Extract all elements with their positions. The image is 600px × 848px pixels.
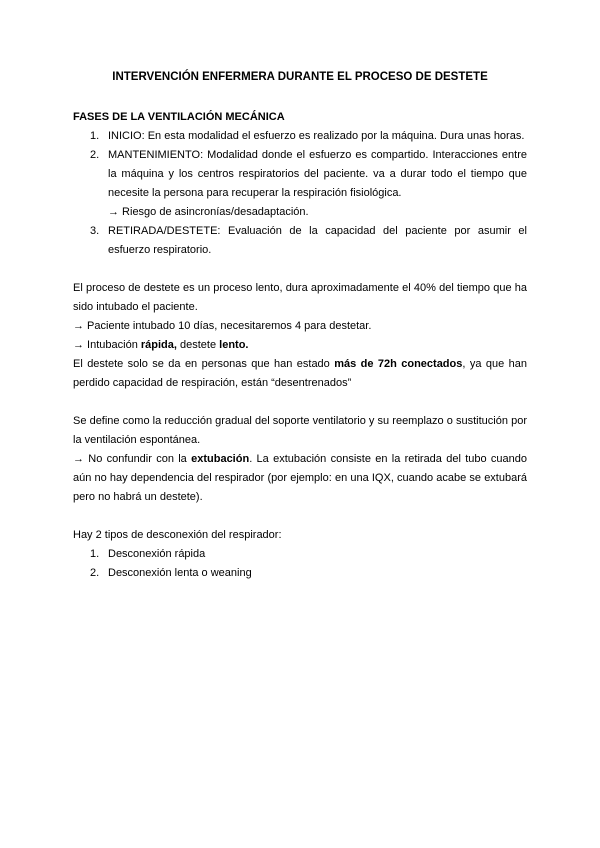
list-item-text: Desconexión rápida <box>108 548 206 560</box>
list-item-text: RETIRADA/DESTETE: Evaluación de la capacidad del paciente por asumir el esfuerzo respiratorio. <box>108 225 527 256</box>
list-item <box>73 222 527 260</box>
list-item-text: INICIO: En esta modalidad el esfuerzo es realizado por la máquina. Dura unas horas. <box>108 130 525 142</box>
text-run: → Intubación <box>73 339 141 351</box>
page-title: INTERVENCIÓN ENFERMERA DURANTE EL PROCESO DE DESTETE <box>112 71 488 83</box>
bold-text: extubación <box>191 453 250 465</box>
text-run: destete <box>176 339 220 351</box>
list-item-number: 1. <box>90 548 100 560</box>
paragraph-disconnection-intro: Hay 2 tipos de desconexión del respirador: <box>73 529 282 541</box>
list-item-number: 2. <box>90 567 100 579</box>
text-run: El destete solo se da en personas que han estado <box>73 358 335 370</box>
list-item-number: 2. <box>90 149 100 161</box>
bold-text: lento. <box>219 339 249 351</box>
list-item <box>73 127 527 146</box>
list-item <box>73 146 527 222</box>
bold-text: más de 72h conectados <box>334 358 463 370</box>
paragraph-intubation-line <box>73 336 527 355</box>
list-item-text: Desconexión lenta o weaning <box>108 567 252 579</box>
spacer <box>73 260 527 279</box>
paragraph-destete-duration: El proceso de destete es un proceso lento, dura aproximadamente el 40% del tiempo que ha sido intubado el paciente. <box>73 282 527 313</box>
section-heading: FASES DE LA VENTILACIÓN MECÁNICA <box>73 111 285 123</box>
paragraph-extubation-note <box>73 450 527 507</box>
document-body <box>73 108 527 583</box>
text-run: → No confundir con la <box>73 453 192 465</box>
list-item <box>73 564 527 583</box>
list-item-number: 1. <box>90 130 100 142</box>
list-item-number: 3. <box>90 225 100 237</box>
disconnection-list <box>73 545 527 583</box>
paragraph-example-line: → Paciente intubado 10 días, necesitaremos 4 para destetar. <box>73 320 372 332</box>
phases-list <box>73 127 527 260</box>
text-run: . La extubación consiste en la retirada del tubo cuando aún no hay dependencia del respirador (por ejemplo: en una IQX, cuando acabe se extubará pero no habrá un destete). <box>73 453 527 503</box>
spacer <box>73 507 527 526</box>
spacer <box>73 393 527 412</box>
list-item-note: → Riesgo de asincronías/desadaptación. <box>108 206 309 218</box>
paragraph-definition: Se define como la reducción gradual del soporte ventilatorio y su reemplazo o sustitución por la ventilación espontánea. <box>73 415 527 446</box>
list-item-text: MANTENIMIENTO: Modalidad donde el esfuerzo es compartido. Interacciones entre la máquina y los centros respiratorios del paciente. va a durar todo el tiempo que necesite la persona para recuperar la respiración fisiológica. <box>108 149 527 199</box>
list-item <box>73 545 527 564</box>
text-run: , ya que han perdido capacidad de respiración, están “desentrenados” <box>73 358 527 389</box>
bold-text: rápida, <box>140 339 177 351</box>
paragraph-72h <box>73 355 527 393</box>
